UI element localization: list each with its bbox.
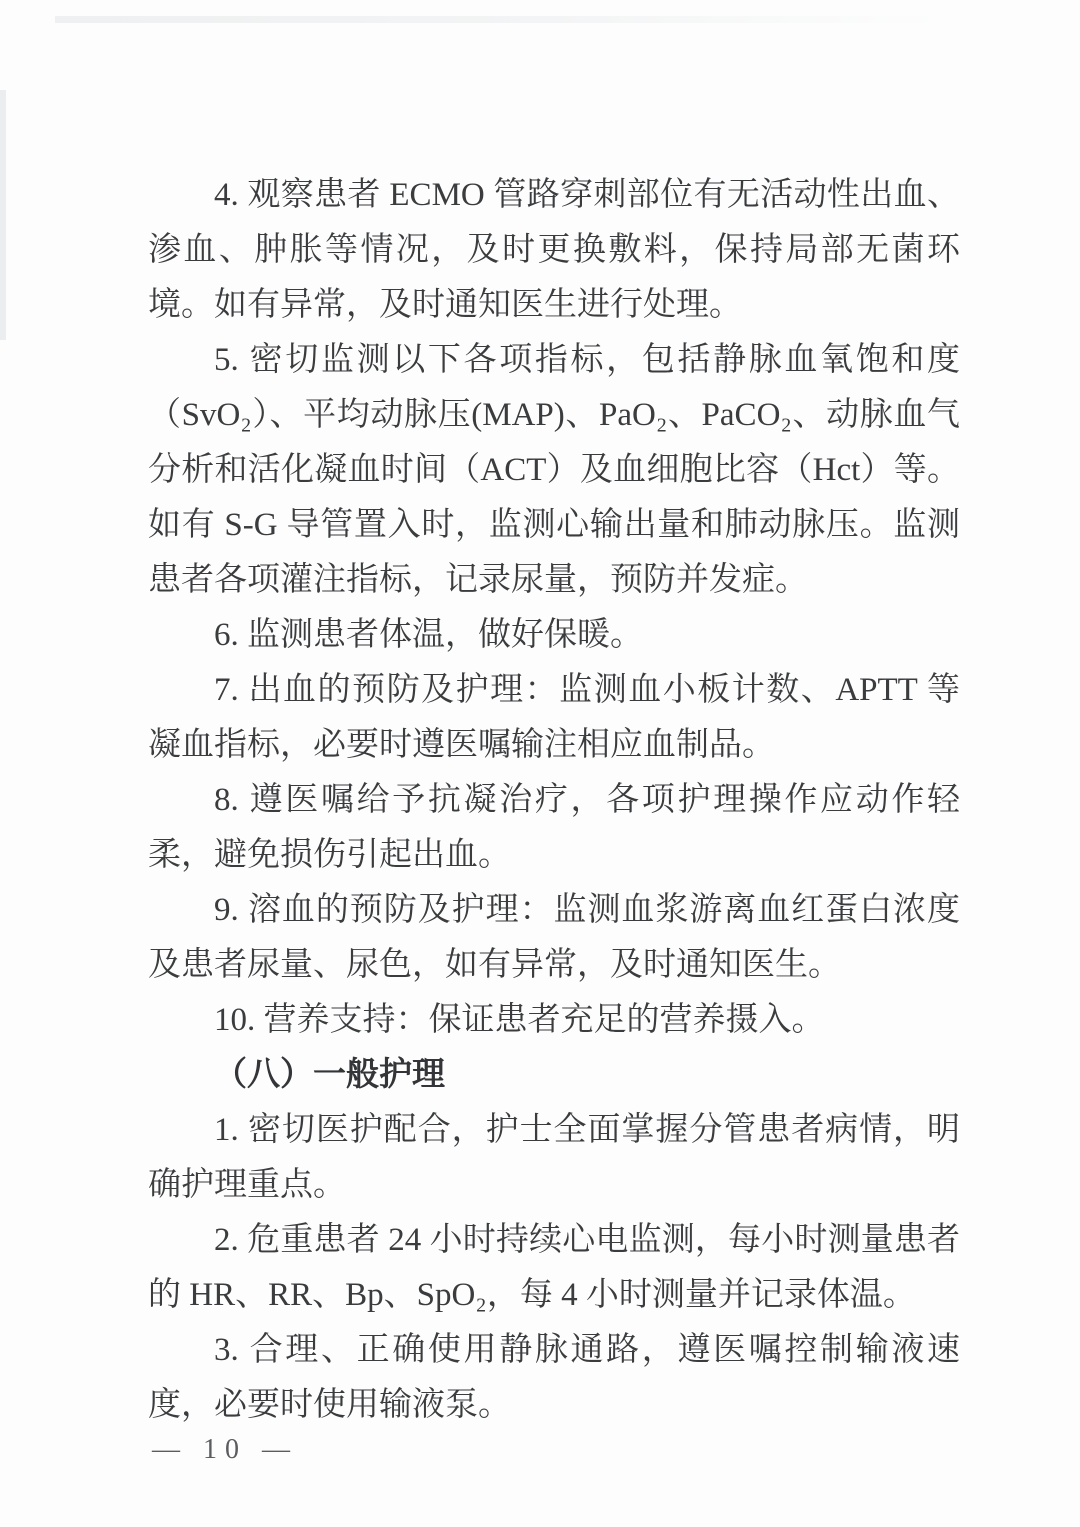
body-paragraph-item-8: 8. 遵医嘱给予抗凝治疗，各项护理操作应动作轻柔，避免损伤引起出血。 [148, 782, 960, 873]
body-paragraph-item-7: 7. 出血的预防及护理：监测血小板计数、APTT 等凝血指标，必要时遵医嘱输注相应血制品。 [148, 672, 960, 763]
section-heading-general-care: （八）一般护理 [214, 1057, 445, 1093]
body-paragraph-item-4: 4. 观察患者 ECMO 管路穿刺部位有无活动性出血、渗血、肿胀等情况，及时更换敷料，保持局部无菌环境。如有异常，及时通知医生进行处理。 [148, 177, 960, 323]
body-paragraph-item-2: 2. 危重患者 24 小时持续心电监测，每小时测量患者的 HR、RR、Bp、SpO₂，每 4 小时测量并记录体温。 [148, 1222, 960, 1313]
body-paragraph-item-3: 3. 合理、正确使用静脉通路，遵医嘱控制输液速度，必要时使用输液泵。 [148, 1332, 960, 1423]
body-paragraph-item-1: 1. 密切医护配合，护士全面掌握分管患者病情，明确护理重点。 [148, 1112, 960, 1203]
footer-page-number: — 10 — [152, 1434, 298, 1465]
body-paragraph-item-10: 10. 营养支持：保证患者充足的营养摄入。 [214, 1002, 825, 1038]
body-paragraph-item-9: 9. 溶血的预防及护理：监测血浆游离血红蛋白浓度及患者尿量、尿色，如有异常，及时通知医生。 [148, 892, 960, 983]
scan-artifact-top [55, 16, 945, 23]
scan-artifact-left-edge [0, 90, 6, 340]
body-paragraph-item-5: 5. 密切监测以下各项指标，包括静脉血氧饱和度（SvO₂）、平均动脉压(MAP)、PaO₂、PaCO₂、动脉血气分析和活化凝血时间（ACT）及血细胞比容（Hct）等。如有 S-G 导管置入时，监测心输出量和肺动脉压。监测患者各项灌注指标，记录尿量，预防并发症。 [148, 342, 960, 598]
body-paragraph-item-6: 6. 监测患者体温，做好保暖。 [214, 617, 643, 653]
document-body [148, 168, 960, 1433]
